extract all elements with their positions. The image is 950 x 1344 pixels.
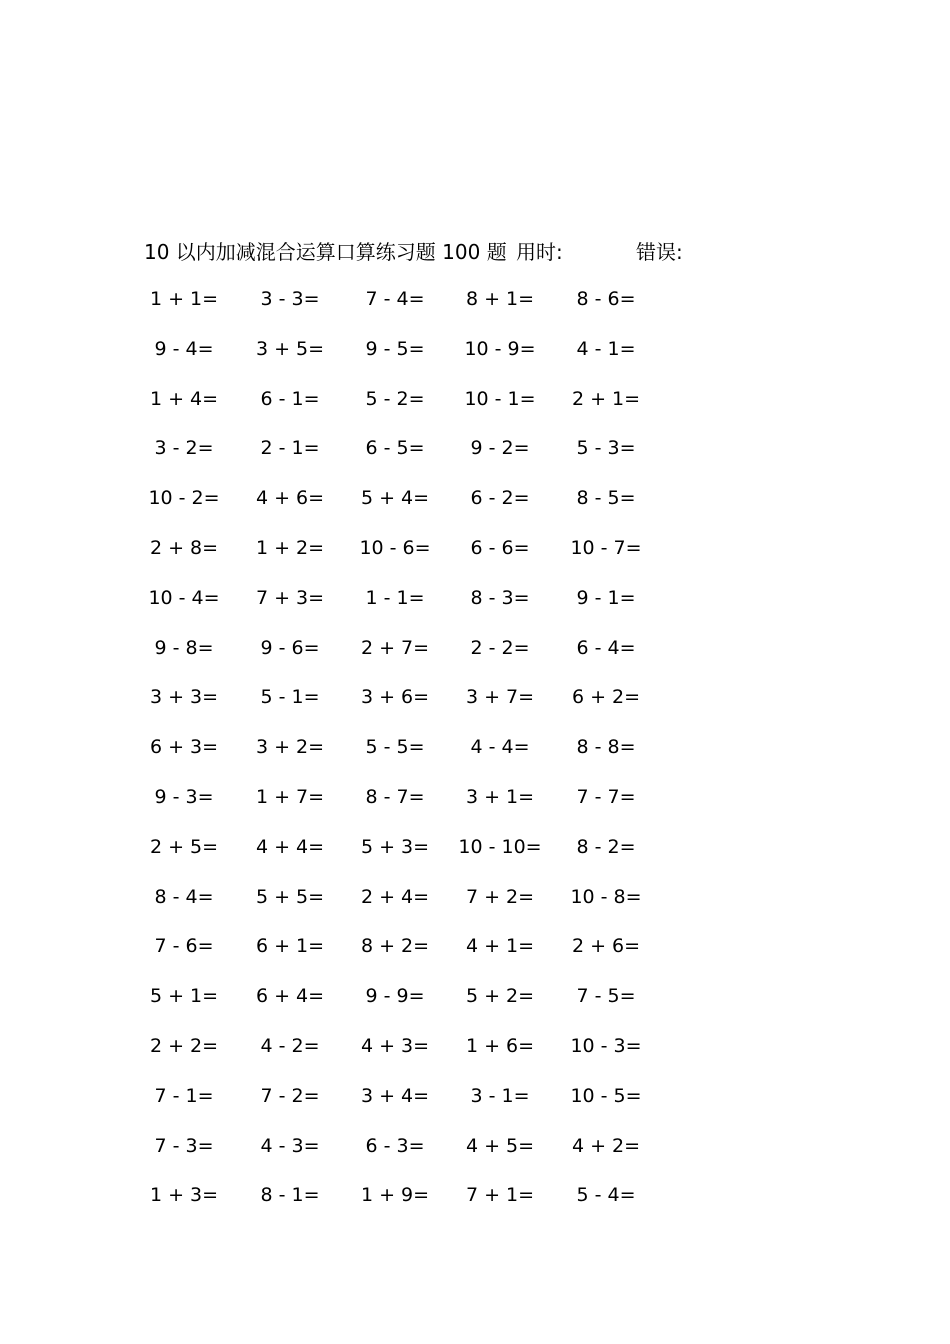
arithmetic-problem: 6 - 5=	[365, 437, 425, 459]
arithmetic-problem: 6 - 1=	[260, 388, 320, 410]
arithmetic-problem: 5 + 1=	[149, 985, 219, 1007]
arithmetic-problem: 7 - 5=	[576, 985, 636, 1007]
arithmetic-problem: 1 + 9=	[360, 1184, 430, 1206]
arithmetic-problem: 5 - 4=	[576, 1184, 636, 1206]
arithmetic-problem: 3 - 1=	[470, 1085, 530, 1107]
arithmetic-problem: 10 - 6=	[359, 537, 431, 559]
arithmetic-problem: 3 + 4=	[360, 1085, 430, 1107]
arithmetic-problem: 9 - 3=	[154, 786, 214, 808]
arithmetic-problem: 10 - 9=	[464, 338, 536, 360]
arithmetic-problem: 6 + 1=	[255, 935, 325, 957]
arithmetic-problem: 8 - 8=	[576, 736, 636, 758]
arithmetic-problem: 7 + 1=	[465, 1184, 535, 1206]
arithmetic-problem: 5 - 2=	[365, 388, 425, 410]
arithmetic-problem: 10 - 4=	[148, 587, 220, 609]
arithmetic-problem: 10 - 2=	[148, 487, 220, 509]
arithmetic-problem: 1 + 4=	[149, 388, 219, 410]
arithmetic-problem: 5 + 2=	[465, 985, 535, 1007]
arithmetic-problem: 2 + 8=	[149, 537, 219, 559]
arithmetic-problem: 10 - 7=	[570, 537, 642, 559]
arithmetic-problem: 4 + 6=	[255, 487, 325, 509]
arithmetic-problem: 2 - 1=	[260, 437, 320, 459]
arithmetic-problem: 7 - 1=	[154, 1085, 214, 1107]
arithmetic-problem: 7 + 2=	[465, 886, 535, 908]
arithmetic-problem: 3 + 6=	[360, 686, 430, 708]
arithmetic-problem: 4 - 3=	[260, 1135, 320, 1157]
arithmetic-problem: 9 - 4=	[154, 338, 214, 360]
arithmetic-problem: 8 - 3=	[470, 587, 530, 609]
arithmetic-problem: 7 - 4=	[365, 288, 425, 310]
arithmetic-problem: 8 - 1=	[260, 1184, 320, 1206]
arithmetic-problem: 4 + 5=	[465, 1135, 535, 1157]
arithmetic-problem: 3 + 1=	[465, 786, 535, 808]
arithmetic-problem: 1 - 1=	[365, 587, 425, 609]
arithmetic-problem: 7 - 2=	[260, 1085, 320, 1107]
arithmetic-problem: 1 + 2=	[255, 537, 325, 559]
arithmetic-problem: 9 - 5=	[365, 338, 425, 360]
arithmetic-problem: 3 + 5=	[255, 338, 325, 360]
arithmetic-problem: 5 - 1=	[260, 686, 320, 708]
arithmetic-problem: 8 - 5=	[576, 487, 636, 509]
arithmetic-problem: 7 + 3=	[255, 587, 325, 609]
arithmetic-problem: 2 + 2=	[149, 1035, 219, 1057]
arithmetic-problem: 3 + 2=	[255, 736, 325, 758]
worksheet-title: 10 以内加减混合运算口算练习题 100 题	[144, 240, 507, 264]
arithmetic-problem: 8 + 1=	[465, 288, 535, 310]
arithmetic-problem: 2 - 2=	[470, 637, 530, 659]
arithmetic-problem: 4 - 4=	[470, 736, 530, 758]
arithmetic-problem: 8 - 2=	[576, 836, 636, 858]
arithmetic-problem: 10 - 10=	[458, 836, 542, 858]
time-used-label: 用时:	[516, 240, 563, 264]
arithmetic-problem: 4 - 1=	[576, 338, 636, 360]
arithmetic-problem: 6 - 4=	[576, 637, 636, 659]
arithmetic-problem: 2 + 4=	[360, 886, 430, 908]
arithmetic-problem: 6 - 6=	[470, 537, 530, 559]
arithmetic-problem: 4 + 3=	[360, 1035, 430, 1057]
arithmetic-problem: 8 - 7=	[365, 786, 425, 808]
arithmetic-problem: 2 + 5=	[149, 836, 219, 858]
arithmetic-problem: 5 + 3=	[360, 836, 430, 858]
arithmetic-problem: 10 - 8=	[570, 886, 642, 908]
arithmetic-problem: 8 - 6=	[576, 288, 636, 310]
arithmetic-problem: 5 + 5=	[255, 886, 325, 908]
arithmetic-problem: 9 - 2=	[470, 437, 530, 459]
arithmetic-problem: 8 + 2=	[360, 935, 430, 957]
arithmetic-problem: 3 + 3=	[149, 686, 219, 708]
arithmetic-problem: 2 + 7=	[360, 637, 430, 659]
arithmetic-problem: 1 + 7=	[255, 786, 325, 808]
arithmetic-problem: 6 - 2=	[470, 487, 530, 509]
arithmetic-problem: 7 - 3=	[154, 1135, 214, 1157]
arithmetic-problem: 4 + 1=	[465, 935, 535, 957]
arithmetic-problem: 6 + 2=	[571, 686, 641, 708]
arithmetic-problem: 2 + 6=	[571, 935, 641, 957]
arithmetic-problem: 9 - 1=	[576, 587, 636, 609]
arithmetic-problem: 4 - 2=	[260, 1035, 320, 1057]
arithmetic-problem: 1 + 3=	[149, 1184, 219, 1206]
arithmetic-problem: 5 + 4=	[360, 487, 430, 509]
arithmetic-problem: 6 - 3=	[365, 1135, 425, 1157]
arithmetic-problem: 10 - 1=	[464, 388, 536, 410]
arithmetic-problem: 2 + 1=	[571, 388, 641, 410]
arithmetic-problem: 8 - 4=	[154, 886, 214, 908]
arithmetic-problem: 6 + 3=	[149, 736, 219, 758]
arithmetic-problem: 3 + 7=	[465, 686, 535, 708]
arithmetic-problem: 6 + 4=	[255, 985, 325, 1007]
arithmetic-problem: 3 - 2=	[154, 437, 214, 459]
arithmetic-problem: 5 - 3=	[576, 437, 636, 459]
arithmetic-problem: 7 - 6=	[154, 935, 214, 957]
arithmetic-problem: 10 - 5=	[570, 1085, 642, 1107]
arithmetic-problem: 1 + 1=	[149, 288, 219, 310]
arithmetic-problem: 10 - 3=	[570, 1035, 642, 1057]
arithmetic-problem: 9 - 6=	[260, 637, 320, 659]
arithmetic-problem: 7 - 7=	[576, 786, 636, 808]
arithmetic-problem: 4 + 2=	[571, 1135, 641, 1157]
arithmetic-problem: 3 - 3=	[260, 288, 320, 310]
arithmetic-problem: 5 - 5=	[365, 736, 425, 758]
arithmetic-problem: 4 + 4=	[255, 836, 325, 858]
arithmetic-problem: 9 - 8=	[154, 637, 214, 659]
arithmetic-problem: 1 + 6=	[465, 1035, 535, 1057]
arithmetic-problem: 9 - 9=	[365, 985, 425, 1007]
errors-label: 错误:	[636, 240, 683, 264]
